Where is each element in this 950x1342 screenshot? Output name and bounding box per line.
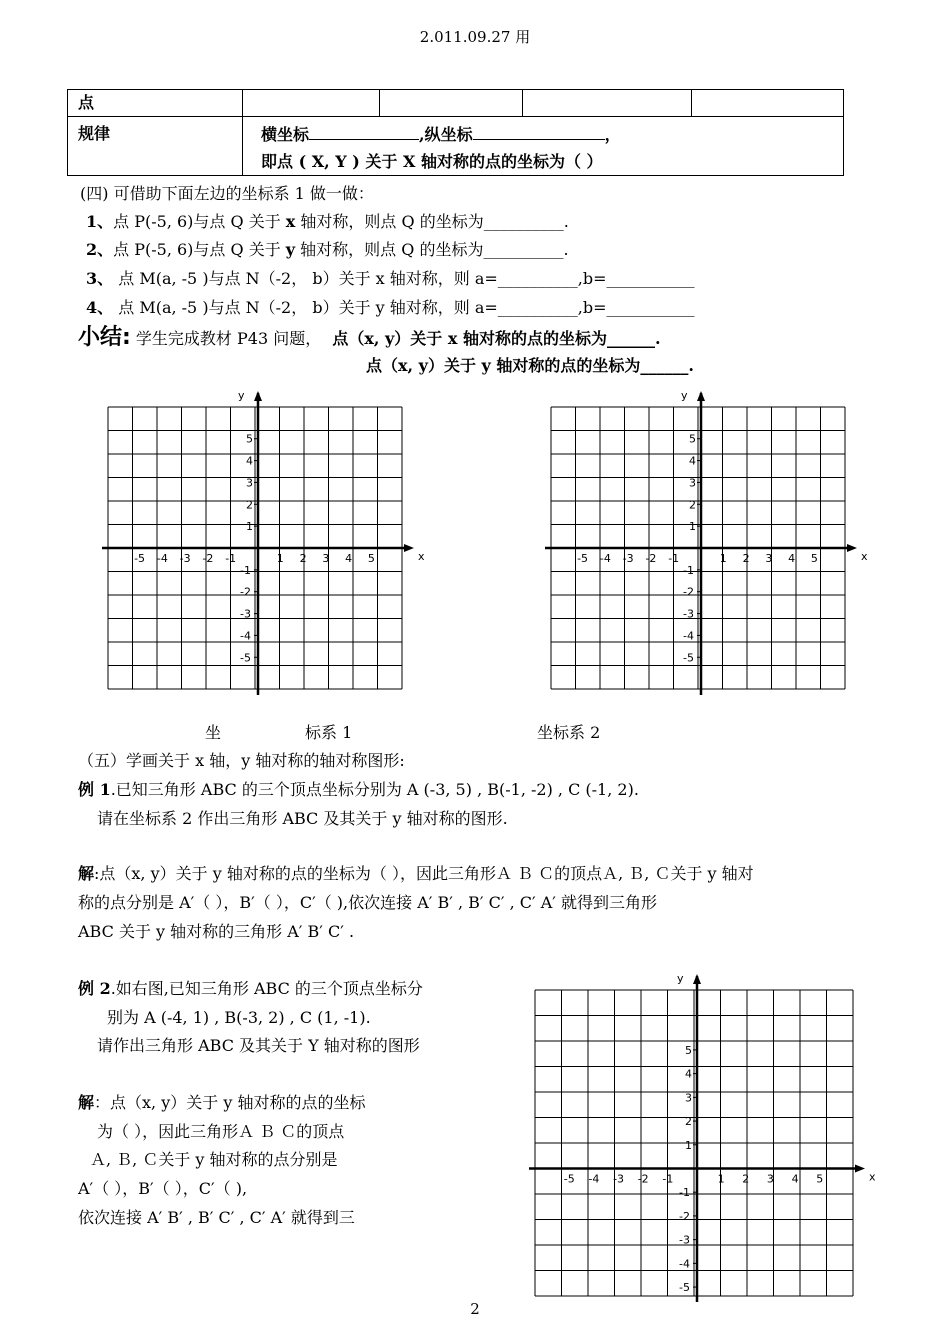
coordinate-grid-3	[527, 966, 876, 1296]
x-tick-label: -1	[668, 552, 680, 565]
y-axis-arrow-icon	[693, 974, 701, 984]
item-text: 点 M(a, -5 )与点 N（-2， b）关于 y 轴对称，则 a=__________,b=___________	[113, 298, 695, 317]
x-tick-label: 3	[765, 552, 773, 565]
table-cell	[692, 90, 844, 117]
y-tick-label: -2	[240, 585, 251, 599]
x-tick-label: -3	[613, 1172, 625, 1186]
example1-line1	[78, 777, 639, 800]
page-header: 2.011.09.27 用	[419, 28, 531, 46]
x-axis-label: x	[861, 550, 868, 563]
example-text: .已知三角形 ABC 的三个顶点坐标分别为 A (-3, 5) , B(-1, -2) , C (-1, 2).	[110, 780, 639, 799]
page-number: 2	[470, 1300, 480, 1318]
x-tick-label: -4	[599, 552, 611, 565]
item-number: 4、	[86, 298, 114, 317]
y-tick-label: 1	[685, 1138, 692, 1152]
solution2-line5: 依次连接 A′ B′ , B′ C′ , C′ A′ 就得到三	[78, 1208, 355, 1227]
solution-text: ：点（x, y）关于 y 轴对称的点的坐标	[94, 1093, 366, 1112]
example2-line2: 别为 A (-4, 1) , B(-3, 2) , C (1, -1).	[107, 1008, 371, 1027]
y-tick-label: 5	[246, 432, 253, 446]
x-tick-label: 3	[322, 552, 330, 565]
y-tick-label: -4	[240, 629, 251, 643]
grid1-caption-a: 坐	[205, 723, 222, 742]
x-tick-label: -5	[563, 1172, 575, 1186]
y-tick-label: -2	[679, 1209, 690, 1223]
section5-heading: （五）学画关于 x 轴，y 轴对称的轴对称图形:	[78, 751, 405, 770]
item-number: 2、	[86, 240, 114, 259]
example-label: 例 2	[78, 979, 111, 998]
item-axis: x	[285, 212, 296, 231]
x-tick-label: 2	[742, 552, 750, 565]
y-tick-label: 1	[246, 520, 253, 534]
exercise-item-3	[86, 266, 695, 289]
solution2-line3: Ａ, Ｂ, Ｃ关于 y 轴对称的点分别是	[90, 1150, 338, 1169]
y-tick-label: 4	[246, 454, 253, 468]
y-axis-label: y	[677, 972, 684, 985]
y-tick-label: -1	[683, 563, 694, 577]
y-tick-label: 5	[689, 432, 696, 446]
x-tick-label: -2	[637, 1172, 649, 1186]
x-tick-label: -5	[577, 552, 589, 565]
solution2-line2: 为（ ），因此三角形Ａ Ｂ Ｃ的顶点	[97, 1122, 345, 1141]
y-tick-label: -5	[679, 1281, 690, 1295]
rule-table	[67, 89, 844, 176]
y-tick-label: 3	[689, 476, 696, 490]
x-axis-arrow-icon	[404, 544, 414, 552]
table-cell	[380, 90, 523, 117]
coordinate-grid-2	[543, 385, 873, 695]
summary-rule-y: 点（x, y）关于 y 轴对称的点的坐标为______.	[366, 356, 694, 375]
table-cell	[243, 90, 380, 117]
table-cell-point-label: 点	[68, 90, 243, 117]
exercise-item-2	[86, 237, 569, 260]
solution2-line4: A′（ ），B′（ ），C′（ ),	[78, 1179, 248, 1198]
grid1-caption-b: 标系 1	[305, 723, 353, 742]
solution1-line1	[78, 861, 754, 884]
y-tick-label: -3	[683, 607, 694, 621]
table-cell	[523, 90, 692, 117]
blank-line	[473, 123, 605, 140]
solution-text: :点（x, y）关于 y 轴对称的点的坐标为（ ），因此三角形Ａ Ｂ Ｃ的顶点Ａ, Ｂ, Ｃ关于 y 轴对	[94, 864, 754, 883]
y-tick-label: -4	[679, 1257, 690, 1271]
rule-text: ,纵坐标	[419, 125, 473, 144]
rule-text: 即点 ( X, Y ) 关于 X 轴对称的点的坐标为（ ）	[261, 152, 603, 171]
solution1-line3: ABC 关于 y 轴对称的三角形 A′ B′ C′ .	[78, 922, 355, 941]
y-tick-label: 1	[689, 520, 696, 534]
example-text: .如右图,已知三角形 ABC 的三个顶点坐标分	[110, 979, 423, 998]
x-tick-label: 4	[345, 552, 353, 565]
x-tick-label: 3	[766, 1172, 774, 1186]
item-text: 轴对称，则点 Q 的坐标为__________.	[295, 240, 569, 259]
y-tick-label: -3	[679, 1233, 690, 1247]
item-number: 1、	[86, 212, 114, 231]
rule-text: 横坐标	[261, 125, 310, 144]
y-tick-label: 2	[685, 1115, 692, 1129]
summary-title: 小结:	[78, 325, 131, 350]
exercise-item-4	[86, 295, 695, 318]
x-tick-label: 2	[742, 1172, 750, 1186]
example-label: 例 1	[78, 780, 111, 799]
item-text: 点 M(a, -5 )与点 N（-2， b）关于 x 轴对称，则 a=__________,b=___________	[113, 269, 695, 288]
y-tick-label: 4	[685, 1067, 692, 1081]
item-number: 3、	[86, 269, 114, 288]
y-tick-label: 4	[689, 454, 696, 468]
exercise-item-1	[86, 209, 569, 232]
y-axis-arrow-icon	[697, 391, 705, 401]
y-tick-label: 2	[689, 498, 696, 512]
y-tick-label: 3	[246, 476, 253, 490]
x-tick-label: -1	[662, 1172, 674, 1186]
item-axis: y	[285, 240, 296, 259]
x-tick-label: -3	[622, 552, 634, 565]
x-axis-label: x	[869, 1170, 876, 1184]
y-tick-label: 3	[685, 1091, 692, 1105]
x-tick-label: 5	[367, 552, 375, 565]
y-tick-label: -1	[679, 1186, 690, 1200]
item-text: 点 P(-5, 6)与点 Q 关于	[113, 240, 286, 259]
summary-block	[78, 320, 661, 351]
x-tick-label: 5	[810, 552, 818, 565]
example2-line1	[78, 976, 423, 999]
y-tick-label: -5	[240, 651, 251, 665]
x-tick-label: 1	[719, 552, 727, 565]
solution1-line2: 称的点分别是 A′（ ），B′（ ），C′（ ),依次连接 A′ B′ , B′ C′ , C′ A′ 就得到三角形	[78, 893, 657, 912]
y-tick-label: -1	[240, 563, 251, 577]
example2-line3: 请作出三角形 ABC 及其关于 Y 轴对称的图形	[97, 1036, 420, 1055]
y-tick-label: 5	[685, 1043, 692, 1057]
table-cell-rule-content	[243, 117, 844, 176]
table-cell-rule-label: 规律	[68, 117, 243, 176]
y-tick-label: -4	[683, 629, 694, 643]
x-tick-label: -4	[588, 1172, 600, 1186]
x-tick-label: 4	[791, 1172, 799, 1186]
solution-label: 解	[78, 1093, 95, 1112]
x-tick-label: 2	[299, 552, 307, 565]
grid2-caption: 坐标系 2	[537, 723, 601, 742]
item-text: 点 P(-5, 6)与点 Q 关于	[113, 212, 286, 231]
x-tick-label: 5	[816, 1172, 824, 1186]
x-tick-label: -3	[179, 552, 191, 565]
y-tick-label: -2	[683, 585, 694, 599]
solution2-line1	[78, 1090, 365, 1113]
x-tick-label: -1	[225, 552, 237, 565]
y-axis-arrow-icon	[254, 391, 262, 401]
example1-line2: 请在坐标系 2 作出三角形 ABC 及其关于 y 轴对称的图形.	[97, 809, 508, 828]
y-axis-label: y	[681, 389, 688, 402]
summary-rule-x: 点（x, y）关于 x 轴对称的点的坐标为______.	[332, 329, 661, 348]
item-text: 轴对称，则点 Q 的坐标为__________.	[295, 212, 569, 231]
coordinate-grid-1	[100, 385, 430, 695]
x-tick-label: -5	[134, 552, 146, 565]
x-tick-label: -2	[645, 552, 657, 565]
y-tick-label: 2	[246, 498, 253, 512]
x-tick-label: -2	[202, 552, 214, 565]
section4-heading: (四) 可借助下面左边的坐标系 1 做一做：	[80, 184, 374, 203]
x-axis-arrow-icon	[855, 1165, 865, 1173]
x-axis-label: x	[418, 550, 425, 563]
x-axis-arrow-icon	[847, 544, 857, 552]
blank-line	[309, 123, 419, 140]
summary-text: 学生完成教材 P43 问题，	[135, 329, 322, 348]
y-axis-label: y	[238, 389, 245, 402]
x-tick-label: 1	[276, 552, 284, 565]
solution-label: 解	[78, 864, 95, 883]
y-tick-label: -3	[240, 607, 251, 621]
x-tick-label: -4	[156, 552, 168, 565]
rule-text: ，	[604, 125, 621, 144]
x-tick-label: 4	[788, 552, 796, 565]
y-tick-label: -5	[683, 651, 694, 665]
x-tick-label: 1	[717, 1172, 725, 1186]
